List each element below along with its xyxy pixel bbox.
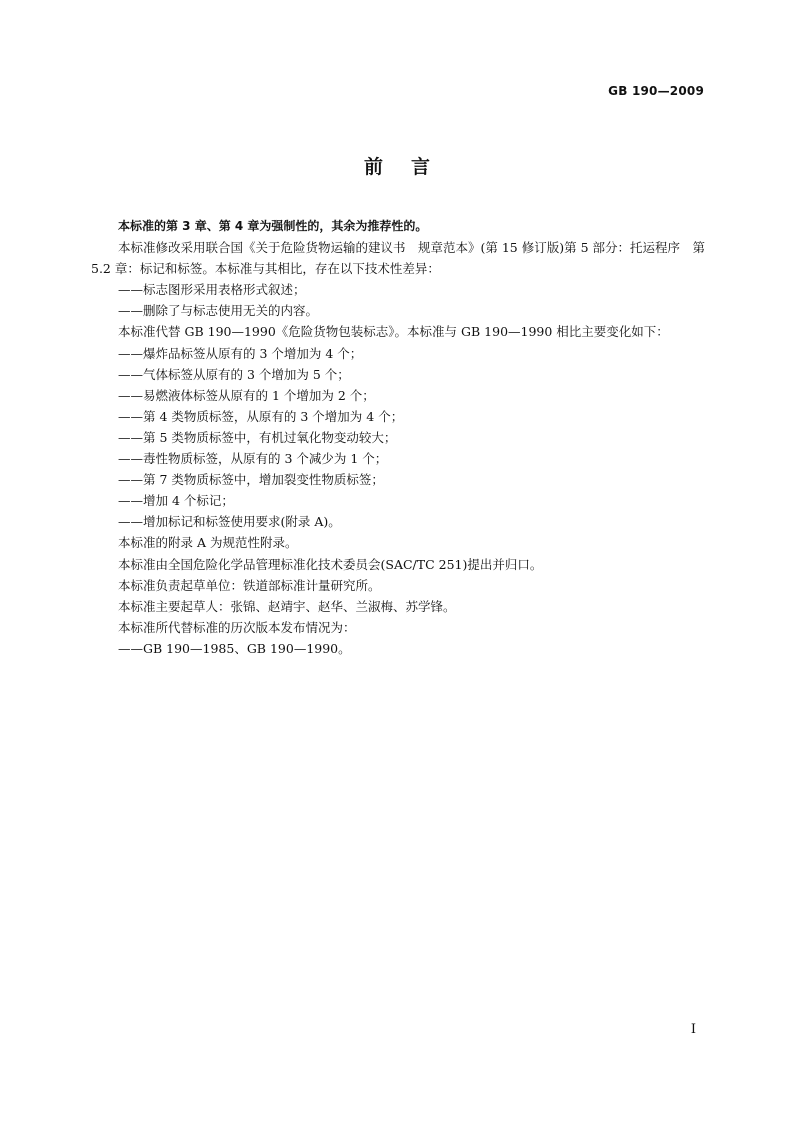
list-item: ——增加标记和标签使用要求(附录 A)。 bbox=[118, 514, 341, 530]
paragraph-appendix: 本标准的附录 A 为规范性附录。 bbox=[118, 535, 298, 551]
paragraph-adoption: 本标准修改采用联合国《关于危险货物运输的建议书 规章范本》(第 15 修订版)第 5 部分：托运程序 第 5.2 章：标记和标签。本标准与其相比，存在以下技术性差异： bbox=[91, 240, 706, 277]
list-item: ——GB 190—1985、GB 190—1990。 bbox=[118, 640, 351, 656]
page-number: I bbox=[690, 1022, 696, 1037]
list-item: ——第 4 类物质标签，从原有的 3 个增加为 4 个； bbox=[118, 408, 404, 424]
list-item: ——标志图形采用表格形式叙述； bbox=[118, 282, 306, 298]
list-item: ——删除了与标志使用无关的内容。 bbox=[118, 303, 319, 319]
list-item: ——毒性物质标签，从原有的 3 个减少为 1 个； bbox=[118, 451, 388, 467]
list-item: ——第 7 类物质标签中，增加裂变性物质标签； bbox=[118, 472, 384, 488]
list-item: ——爆炸品标签从原有的 3 个增加为 4 个； bbox=[118, 345, 363, 361]
standard-code: GB 190—2009 bbox=[608, 84, 704, 98]
list-item: ——易燃液体标签从原有的 1 个增加为 2 个； bbox=[118, 387, 375, 403]
foreword-body bbox=[91, 216, 705, 659]
paragraph-drafting-unit: 本标准负责起草单位：铁道部标准计量研究所。 bbox=[118, 577, 381, 593]
list-item: ——增加 4 个标记； bbox=[118, 493, 234, 509]
paragraph-replacement: 本标准代替 GB 190—1990《危险货物包装标志》。本标准与 GB 190—1990 相比主要变化如下： bbox=[118, 324, 669, 340]
list-item: ——气体标签从原有的 3 个增加为 5 个； bbox=[118, 366, 350, 382]
paragraph-history: 本标准所代替标准的历次版本发布情况为： bbox=[118, 619, 356, 635]
paragraph-drafters: 本标准主要起草人：张锦、赵靖宇、赵华、兰淑梅、苏学锋。 bbox=[118, 598, 456, 614]
list-item: ——第 5 类物质标签中，有机过氧化物变动较大； bbox=[118, 429, 397, 445]
page-title: 前言 bbox=[363, 156, 458, 178]
paragraph-mandatory-chapters: 本标准的第 3 章、第 4 章为强制性的，其余为推荐性的。 bbox=[118, 219, 428, 233]
paragraph-proposer: 本标准由全国危险化学品管理标准化技术委员会(SAC/TC 251)提出并归口。 bbox=[118, 556, 543, 572]
